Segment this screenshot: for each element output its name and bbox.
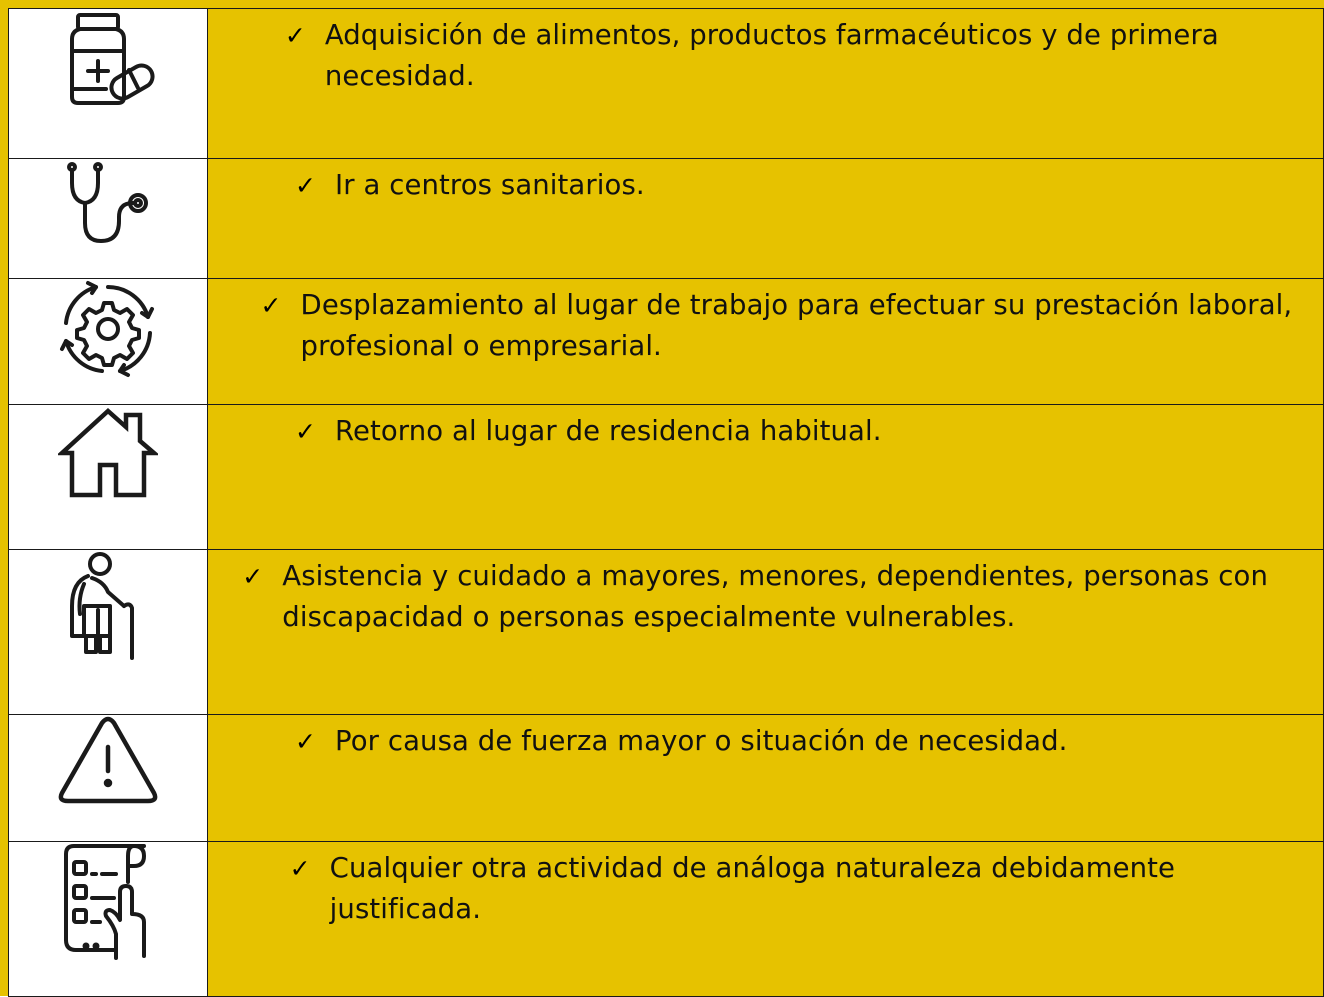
check-icon: ✓ [295,727,316,756]
stethoscope-icon [9,159,207,249]
item-text: Cualquier otra actividad de análoga naturaleza debidamente justificada. [329,852,1176,925]
table-row [9,550,1324,715]
text-cell [208,279,1324,405]
icon-cell [9,550,208,715]
item-text: Por causa de fuerza mayor o situación de necesidad. [335,725,1068,757]
house-icon [9,405,207,501]
item-text: Ir a centros sanitarios. [335,169,645,201]
table-row [9,159,1324,279]
text-cell [208,715,1324,842]
list-item [208,9,1323,97]
table-row [9,405,1324,550]
check-icon: ✓ [242,562,264,591]
item-text: Desplazamiento al lugar de trabajo para efectuar su prestación laboral, profesional o empresarial. [300,289,1293,362]
check-icon: ✓ [295,171,316,200]
check-icon: ✓ [284,21,306,50]
list-item [208,715,1323,762]
icon-cell [9,405,208,550]
list-item [208,279,1323,367]
gear-cycle-icon [9,279,207,379]
icon-cell [9,9,208,159]
check-icon: ✓ [289,854,311,883]
elderly-person-cane-icon [9,550,207,660]
item-text: Adquisición de alimentos, productos farmacéuticos y de primera necesidad. [324,19,1219,92]
item-text: Retorno al lugar de residencia habitual. [335,415,882,447]
icon-cell [9,279,208,405]
icon-cell [9,842,208,997]
medicine-bottle-pill-icon [9,9,207,109]
list-item [208,842,1323,930]
text-cell [208,9,1324,159]
table-row [9,9,1324,159]
check-icon: ✓ [295,417,316,446]
activities-table [8,8,1324,997]
list-item [208,159,1323,206]
icon-cell [9,159,208,279]
text-cell [208,159,1324,279]
text-cell [208,842,1324,997]
check-icon: ✓ [260,291,282,320]
list-item [208,550,1323,638]
item-text: Asistencia y cuidado a mayores, menores, dependientes, personas con discapacidad o personas especialmente vulnerables. [282,560,1268,633]
warning-triangle-icon [9,715,207,805]
table-row [9,279,1324,405]
table-row [9,842,1324,997]
checklist-scroll-hand-icon [9,842,207,962]
text-cell [208,550,1324,715]
text-cell [208,405,1324,550]
table-row [9,715,1324,842]
list-item [208,405,1323,452]
icon-cell [9,715,208,842]
